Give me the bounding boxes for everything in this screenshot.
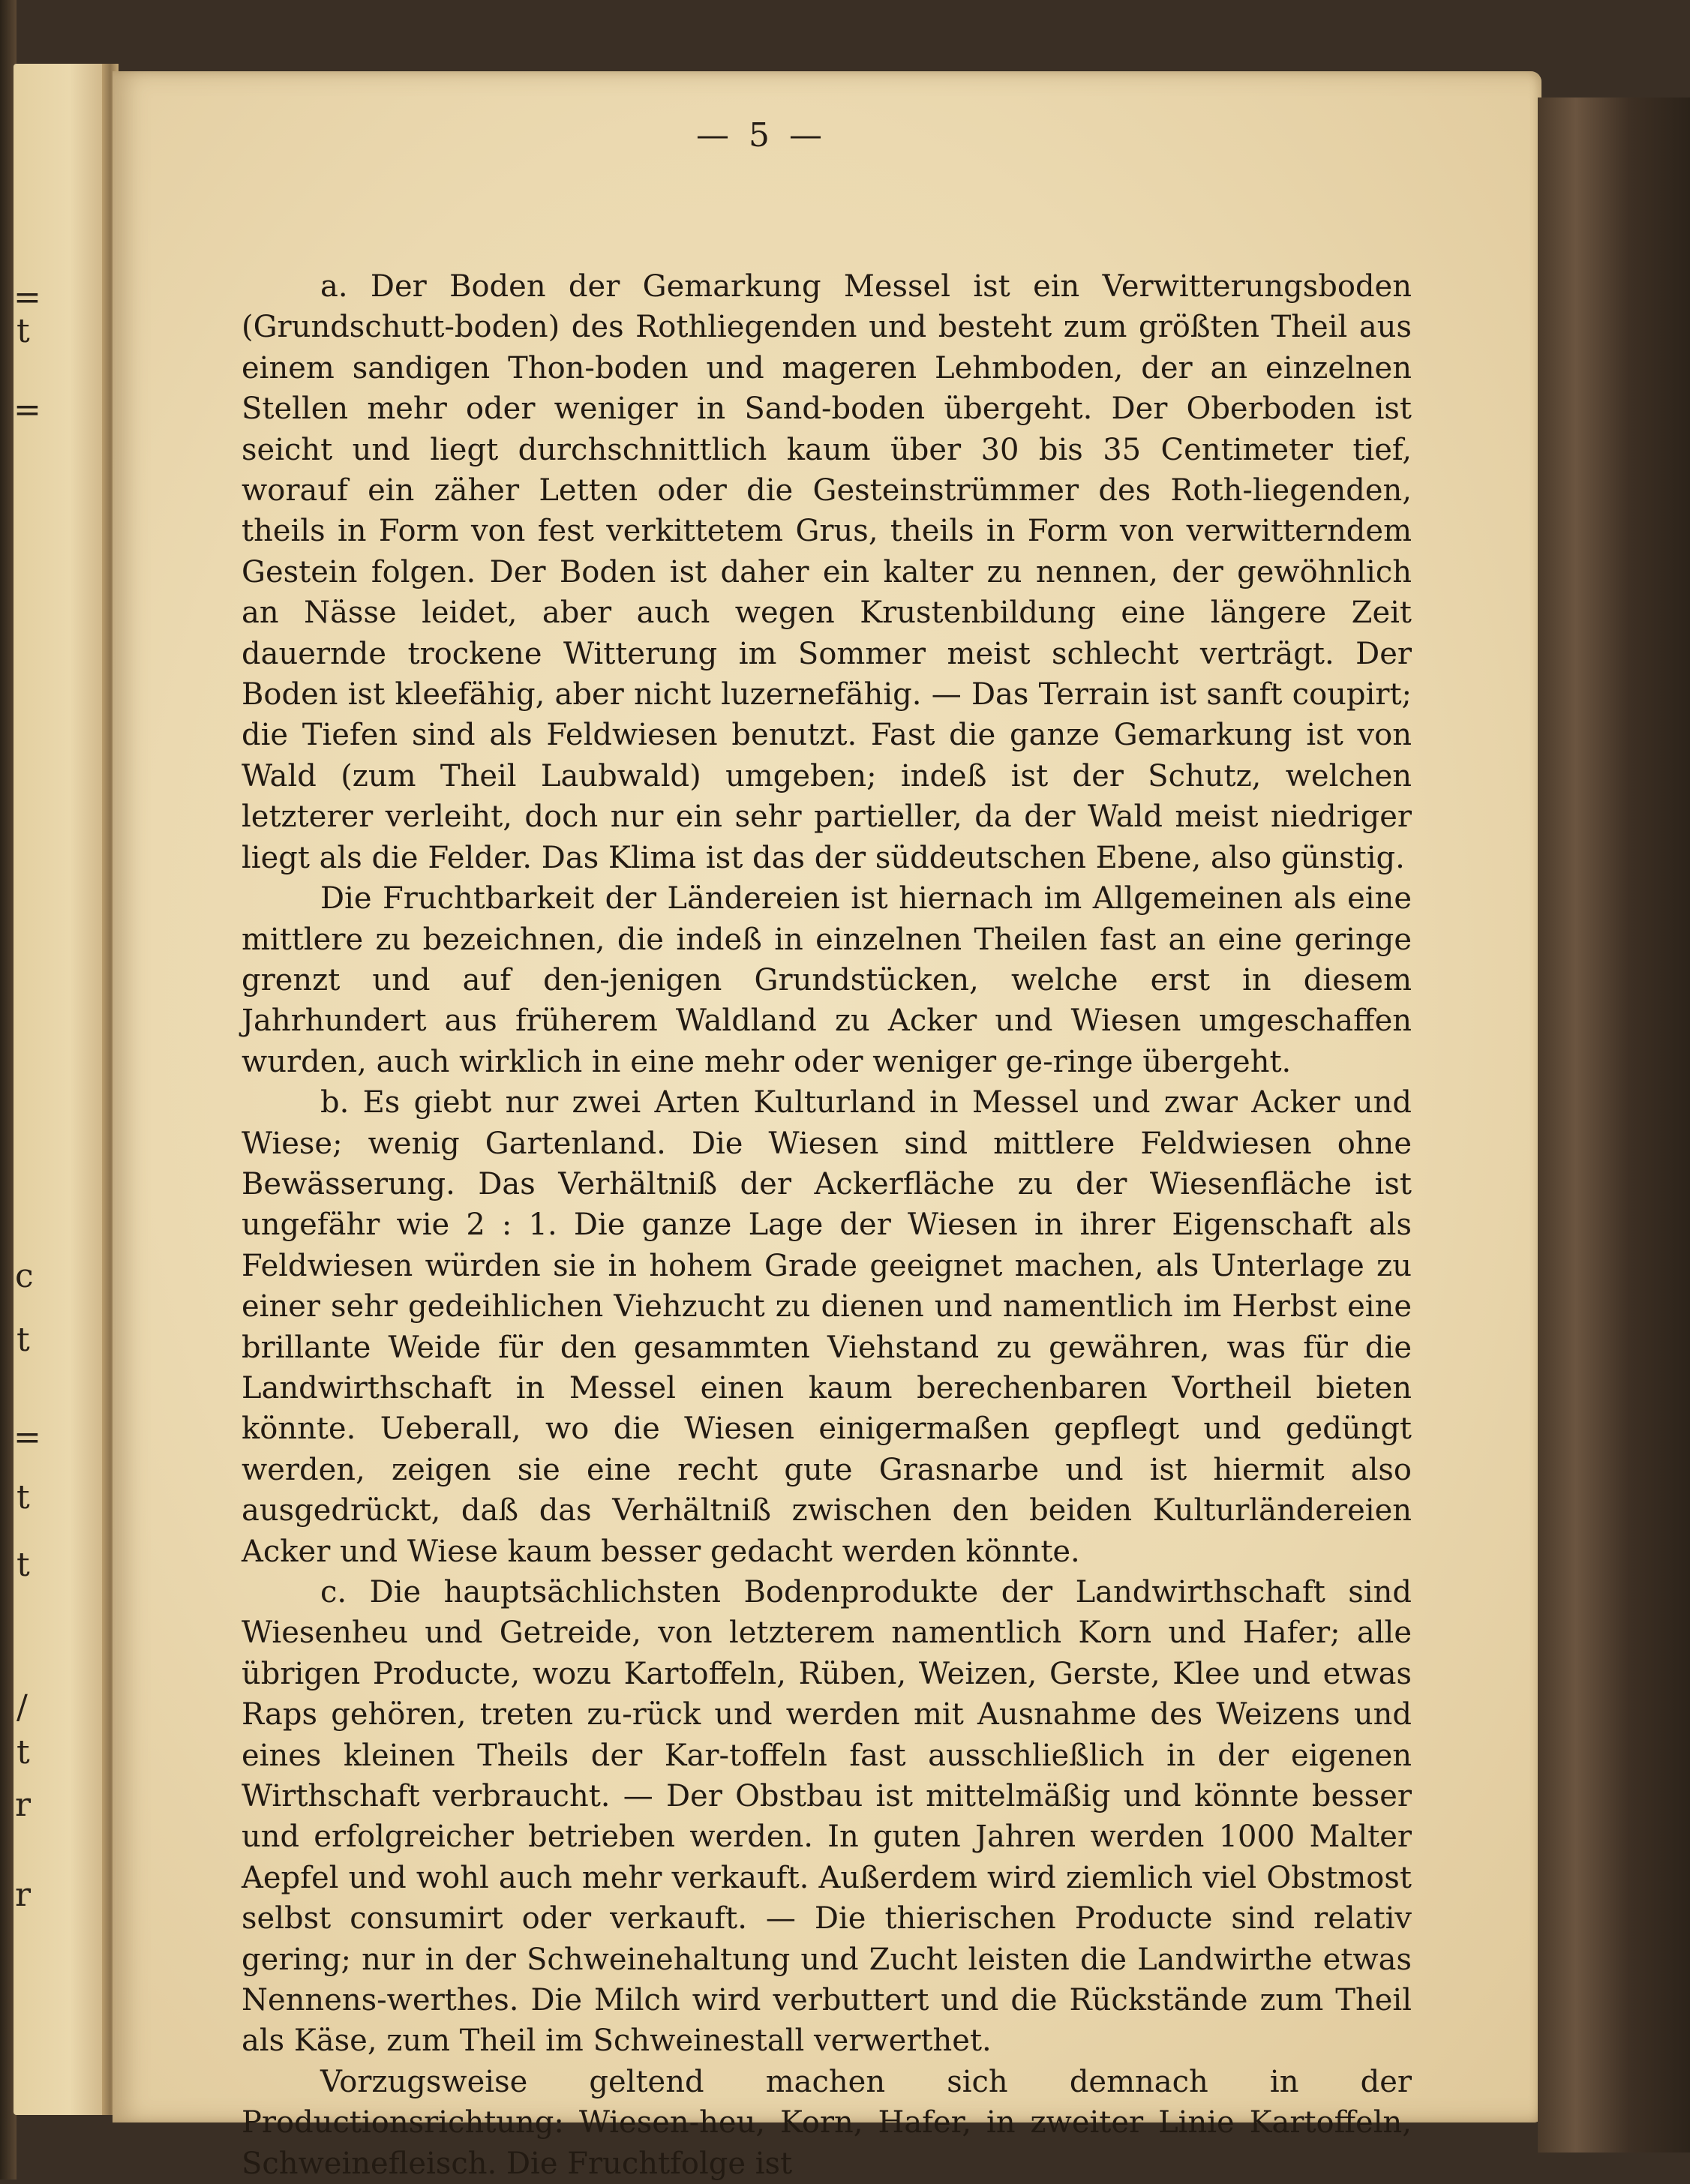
paragraph-a-soil: a. Der Boden der Gemarkung Messel ist ein Verwitterungsboden (Grundschutt-boden) des Rothliegenden und besteht zum größten Theil aus einem sandigen Thon-boden und mageren Lehmboden, der an einzelnen Stellen mehr oder weniger in Sand-boden übergeht. Der Oberboden ist seicht und liegt durchschnittlich kaum über 30 bis 35 Centimeter tief, worauf ein zäher Letten oder die Gesteinstrümmer des Roth-liegenden, theils in Form von fest verkittetem Grus, theils in Form von verwitterndem Gestein folgen. Der Boden ist daher ein kalter zu nennen, der gewöhnlich an Nässe leidet, aber auch wegen Krustenbildung eine längere Zeit dauernde trockene Witterung im Sommer meist schlecht verträgt. Der Boden ist kleefähig, aber nicht luzernefähig. — Das Terrain ist sanft coupirt; die Tiefen sind als Feldwiesen benutzt. Fast die ganze Gemarkung ist von Wald (zum Theil Laubwald) umgeben; indeß ist der Schutz, welchen letzterer verleiht, doch nur ein sehr partieller, da der Wald meist niedriger liegt als die Felder. Das Klima ist das der süddeutschen Ebene, also günstig. [242,269,1412,875]
left-page-fragment: t [17,1478,30,1516]
left-page-fragment: c [15,1257,34,1295]
left-page-fragment: = [14,391,41,429]
page-number: — 5 — [696,116,827,154]
left-page-fragment: / [17,1688,28,1726]
book-cover-edge [1538,98,1690,2152]
left-page-fragment: t [17,1546,30,1584]
left-page-edge [14,64,107,2115]
left-page-fragment: t [17,312,30,350]
left-page-fragment: r [15,1876,32,1914]
left-page-fragment: r [15,1786,32,1824]
left-page-fragment: = [14,1418,41,1456]
paragraph-fertility: Die Fruchtbarkeit der Ländereien ist hiernach im Allgemeinen als eine mittlere zu bezeichnen, die indeß in einzelnen Theilen fast an eine geringe grenzt und auf den-jenigen Grundstücken, welche erst in diesem Jahrhundert aus früherem Waldland zu Acker und Wiesen umgeschaffen wurden, auch wirklich in eine mehr oder weniger ge-ringe übergeht. [242,881,1412,1079]
left-page-fragment: = [14,278,41,316]
paragraph-b-cultivation: b. Es giebt nur zwei Arten Kulturland in Messel und zwar Acker und Wiese; wenig Gartenland. Die Wiesen sind mittlere Feldwiesen ohne Bewässerung. Das Verhältniß der Ackerfläche zu der Wiesenfläche ist ungefähr wie 2 : 1. Die ganze Lage der Wiesen in ihrer Eigenschaft als Feldwiesen würden sie in hohem Grade geeignet machen, als Unterlage zu einer sehr gedeihlichen Viehzucht zu dienen und namentlich im Herbst eine brillante Weide für den gesammten Viehstand zu gewähren, was für die Landwirthschaft in Messel einen kaum berechenbaren Vortheil bieten könnte. Ueberall, wo die Wiesen einigermaßen gepflegt und gedüngt werden, zeigen sie eine recht gute Grasnarbe und ist hiermit also ausgedrückt, daß das Verhältniß zwischen den beiden Kulturländereien Acker und Wiese kaum besser gedacht werden könnte. [242,1085,1412,1569]
paragraph-c-products: c. Die hauptsächlichsten Bodenprodukte der Landwirthschaft sind Wiesenheu und Getreide, von letzterem namentlich Korn und Hafer; alle übrigen Producte, wozu Kartoffeln, Rüben, Weizen, Gerste, Klee und etwas Raps gehören, treten zu-rück und werden mit Ausnahme des Weizens und eines kleinen Theils der Kar-toffeln fast ausschließlich in der eigenen Wirthschaft verbraucht. — Der Obstbau ist mittelmäßig und könnte besser und erfolgreicher betrieben werden. In guten Jahren werden 1000 Malter Aepfel und wohl auch mehr verkauft. Außerdem wird ziemlich viel Obstmost selbst consumirt oder verkauft. — Die thierischen Producte sind relativ gering; nur in der Schweinehaltung und Zucht leisten die Landwirthe etwas Nennens-werthes. Die Milch wird verbuttert und die Rückstände zum Theil als Käse, zum Theil im Schweinestall verwerthet. [242,1575,1412,2059]
left-page-fragment: t [17,1733,30,1772]
left-page-fragment: t [17,1321,30,1359]
paragraph-production-direction: Vorzugsweise geltend machen sich demnach in der Productionsrichtung: Wiesen-heu, Korn, Hafer, in zweiter Linie Kartoffeln, Schweinefleisch. Die Fruchtfolge ist [242,2064,1412,2181]
page-body-text [242,266,1412,2184]
